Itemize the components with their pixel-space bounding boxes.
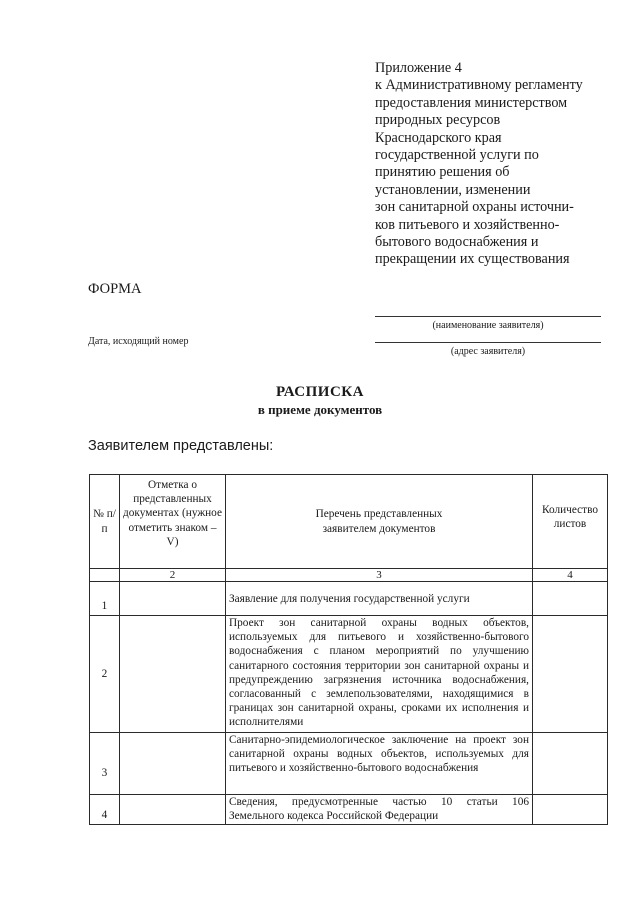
row-count-cell[interactable] [533, 616, 608, 733]
applicant-name-line [375, 316, 601, 317]
header-list: Перечень представленных заявителем документов [226, 475, 533, 569]
table-header-row [90, 475, 608, 569]
appendix-line: природных ресурсов [375, 112, 501, 129]
table-row [90, 733, 608, 795]
appendix-line: ков питьевого и хозяйственно- [375, 216, 560, 233]
row-number: 3 [90, 733, 120, 795]
row-mark-cell[interactable] [120, 733, 226, 795]
appendix-line: установлении, изменении [375, 181, 531, 198]
row-count-cell[interactable] [533, 582, 608, 616]
document-title: РАСПИСКА [275, 384, 365, 400]
document-subtitle: в приеме документов [257, 402, 383, 417]
table-row [90, 582, 608, 616]
row-document-name: Сведения, предусмотренные частью 10 статьи 106 Земельного кодекса Российской Федерации [226, 795, 533, 825]
column-number: 3 [226, 569, 533, 582]
appendix-line: предоставления министерством [375, 94, 568, 111]
row-number: 2 [90, 616, 120, 733]
form-label: ФОРМА [88, 281, 142, 297]
appendix-line: зон санитарной охраны источни- [375, 199, 574, 216]
row-document-name: Санитарно-эпидемиологическое заключение на проект зон санитарной охраны водных объектов, используемых для питьевого и хозяйственно-бытового водоснабжения [226, 733, 533, 795]
column-number: 4 [533, 569, 608, 582]
presented-label: Заявителем представлены: [88, 438, 274, 454]
appendix-line: принятию решения об [375, 164, 510, 181]
row-count-cell[interactable] [533, 733, 608, 795]
table-row [90, 616, 608, 733]
appendix-line: к Административному регламенту [375, 77, 583, 94]
row-mark-cell[interactable] [120, 795, 226, 825]
header-count: Количество листов [533, 475, 608, 569]
documents-table [89, 474, 608, 825]
appendix-line: Приложение 4 [375, 60, 462, 76]
row-number: 1 [90, 582, 120, 616]
appendix-line: государственной услуги по [375, 147, 539, 164]
row-document-name: Заявление для получения государственной услуги [226, 582, 533, 616]
column-number-row [90, 569, 608, 582]
row-mark-cell[interactable] [120, 616, 226, 733]
header-num: № п/п [90, 475, 120, 569]
applicant-address-line [375, 342, 601, 343]
row-number: 4 [90, 795, 120, 825]
appendix-line: Краснодарского края [375, 129, 502, 146]
appendix-line: прекращении их существования [375, 251, 570, 268]
applicant-address-caption: (адрес заявителя) [450, 346, 526, 357]
table-row [90, 795, 608, 825]
row-count-cell[interactable] [533, 795, 608, 825]
appendix-block [375, 60, 615, 269]
header-mark: Отметка о представленных документах (нужное отметить знаком – V) [120, 475, 226, 569]
appendix-line: бытового водоснабжения и [375, 234, 539, 251]
row-document-name: Проект зон санитарной охраны водных объектов, используемых для питьевого и хозяйственно-бытового водоснабжения с планом мероприятий по улучшению санитарного состояния территории зон санитарной охраны и предупреждению загрязнения источника водоснабжения, согласованный с землепользователями, находящимися в границах зон санитарной охраны, сроками их исполнения и исполнителями [226, 616, 533, 733]
column-number: 2 [120, 569, 226, 582]
date-label: Дата, исходящий номер [88, 336, 189, 347]
column-number [90, 569, 120, 582]
row-mark-cell[interactable] [120, 582, 226, 616]
applicant-name-caption: (наименование заявителя) [432, 320, 544, 331]
